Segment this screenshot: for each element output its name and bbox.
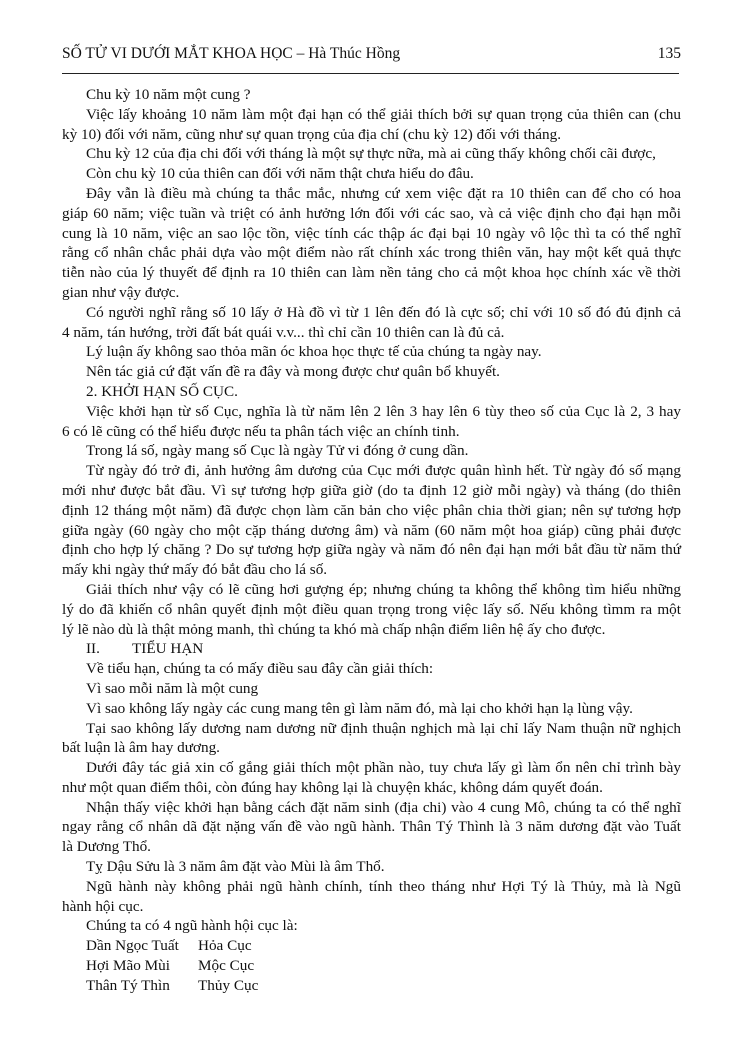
text-line: Có người nghĩ rằng số 10 lấy ở Hà đồ vì từ 1 lên đến đó là cực số; chỉ với 10 số đó đủ định cả <box>86 303 681 321</box>
hoi-cuc-element: Mộc Cục <box>198 957 255 975</box>
text-line: gian như vậy được. <box>62 283 180 301</box>
hoi-cuc-row <box>62 936 681 956</box>
text-line: Tỵ Dậu Sửu là 3 năm âm đặt vào Mùi là âm Thổ. <box>86 858 385 876</box>
text-line: Lý luận ấy không sao thỏa mãn óc khoa học thực tế của chúng ta ngày nay. <box>86 343 542 361</box>
text-line: giữa ngày (60 ngày cho một cặp tháng dương âm) và năm (60 năm một hoa giáp) cũng phải được <box>62 521 681 539</box>
page-number: 135 <box>657 45 681 62</box>
page-body <box>62 85 681 996</box>
hoi-cuc-branches: Dần Ngọc Tuất <box>86 937 179 955</box>
text-line: Việc lấy khoảng 10 năm làm một đại hạn có thể giải thích bởi sự quan trọng của thiên can (chu <box>86 105 681 123</box>
text-line: mới như được bắt đầu. Vì sự tương hợp giữa giờ (do ta định 12 giờ mỗi ngày) và tháng (do thiên <box>62 481 681 499</box>
hoi-cuc-row <box>62 976 681 996</box>
text-line: Nhận thấy việc khởi hạn bằng cách đặt năm sinh (địa chi) vào 4 cung Mô, chúng ta có thể nghĩ <box>86 798 681 816</box>
running-header-title: SỐ TỬ VI DƯỚI MẮT KHOA HỌC – Hà Thúc Hồng <box>62 45 401 62</box>
text-line: cung là 10 năm, việc an sao lộc tồn, việc tính các thập ác đại bại 10 ngày vô lộc thì ta có thể nghĩ <box>62 224 681 242</box>
text-line: giáp 60 năm; việc tuần và triệt có ảnh hưởng lớn đối với các sao, và cả việc định cho đại hạn mỗi <box>62 204 681 222</box>
text-line: Còn chu kỳ 10 của thiên can đối với năm thật chưa hiểu do đâu. <box>86 165 474 183</box>
text-line: Dưới đây tác giả xin cố gắng giải thích một phần nào, tuy chưa lấy gì làm ổn nên chỉ trình bày <box>86 759 681 777</box>
text-line: Đây vẫn là điều mà chúng ta thắc mắc, nhưng cứ xem việc đặt ra 10 thiên can để cho có hoa <box>86 184 681 202</box>
text-line: 2. KHỞI HẠN SỐ CỤC. <box>86 382 238 400</box>
text-line: Ngũ hành này không phải ngũ hành chính, tính theo tháng như Hợi Tý là Thủy, mà là Ngũ <box>86 877 681 895</box>
text-line: lý do đã khiến cổ nhân quyết định một điều quan trọng trong việc lấy số. Nếu không tìmm ra một <box>62 600 681 618</box>
text-line: lý lẽ nào dù là thật mỏng manh, thì chúng ta khó mà chấp nhận điểm liên hệ ấy cho được. <box>62 620 606 638</box>
hoi-cuc-element: Hỏa Cục <box>198 937 252 955</box>
hoi-cuc-element: Thủy Cục <box>198 976 259 994</box>
hoi-cuc-branches: Hợi Mão Mùi <box>86 957 170 975</box>
hoi-cuc-row <box>62 956 681 976</box>
text-line: Chu kỳ 12 của địa chi đối với tháng là một sự thực nữa, mà ai cũng thấy không chối cãi được, <box>86 145 656 163</box>
text-line: 6 có lẽ cũng có thể hiểu được nếu ta phân tách việc an chính tinh. <box>62 422 460 440</box>
text-line: Giải thích như vậy có lẽ cũng hơi gượng ép; nhưng chúng ta không thể không tìm hiểu những <box>86 580 681 598</box>
text-line: 4 năm, tán hướng, trời đất bát quái v.v... thì chỉ cần 10 thiên can là đủ cả. <box>62 323 505 341</box>
text-line: định 12 tháng một năm) đã được chọn làm căn bản cho việc phân chia thời gian; nên sự tương hợp <box>62 501 681 519</box>
text-line: tiễn nào của lý thuyết để định ra 10 thiên can làm nền tảng cho cả một khoa học chính xác về thời <box>62 264 681 282</box>
text-line: ngay rằng cổ nhân dã đặt nặng vấn đề vào ngũ hành. Thân Tý Thình là 3 năm dương đặt vào Tuất <box>62 818 681 836</box>
section-title: TIỂU HẠN <box>132 640 204 658</box>
text-line: là Dương Thổ. <box>62 838 151 856</box>
section-heading <box>62 639 681 659</box>
text-line: Vì sao mỗi năm là một cung <box>86 679 259 697</box>
header-rule <box>62 73 679 74</box>
text-line: như một quan điểm thôi, còn đúng hay không lại là chuyện khác, không dám quyết đoán. <box>62 778 603 796</box>
text-line: Chu kỳ 10 năm một cung ? <box>86 86 251 103</box>
text-line: định cho hợp lý chăng ? Do sự tương hợp giữa ngày và năm đó nên đại hạn mới bắt đầu từ năm thứ <box>62 541 681 559</box>
text-line: bất luận là âm hay dương. <box>62 739 220 757</box>
text-line: Việc khởi hạn từ số Cục, nghĩa là từ năm lên 2 lên 3 hay lên 6 tùy theo số của Cục là 2, 3 hay <box>86 402 681 420</box>
text-line: Tại sao không lấy dương nam dương nữ định thuận nghịch mà lại chỉ lấy Nam thuận nữ nghịch <box>86 719 681 737</box>
hoi-cuc-branches: Thân Tý Thìn <box>86 976 170 994</box>
text-line: kỳ 10) đối với năm, cũng như sự quan trọng của địa chí (chu kỳ 12) đối với tháng. <box>62 125 562 143</box>
text-line: Về tiểu hạn, chúng ta có mấy điều sau đây cần giải thích: <box>86 660 434 678</box>
text-line: hành hội cục. <box>62 897 144 915</box>
text-line: mấy khi ngày thứ mấy đó bắt đầu cho lá số. <box>62 561 328 579</box>
text-line: rằng cổ nhân chắc phải dựa vào một điểm nào rất chính xác trong thiên văn, hay một kết quả thực <box>62 244 681 262</box>
text-line: Từ ngày đó trở đi, ảnh hưởng âm dương của Cục mới được quân hình hết. Từ ngày đó số mạng <box>86 462 681 480</box>
section-number: II. <box>86 640 100 658</box>
text-line: Trong lá số, ngày mang số Cục là ngày Tử vi đóng ở cung dần. <box>86 442 469 460</box>
text-line: Nên tác giả cứ đặt vấn đề ra đây và mong được chư quân bổ khuyết. <box>86 363 500 381</box>
text-line: Chúng ta có 4 ngũ hành hội cục là: <box>86 917 298 935</box>
text-line: Vì sao không lấy ngày các cung mang tên gì làm năm đó, mà lại cho khởi hạn lạ lùng vậy. <box>86 699 633 717</box>
